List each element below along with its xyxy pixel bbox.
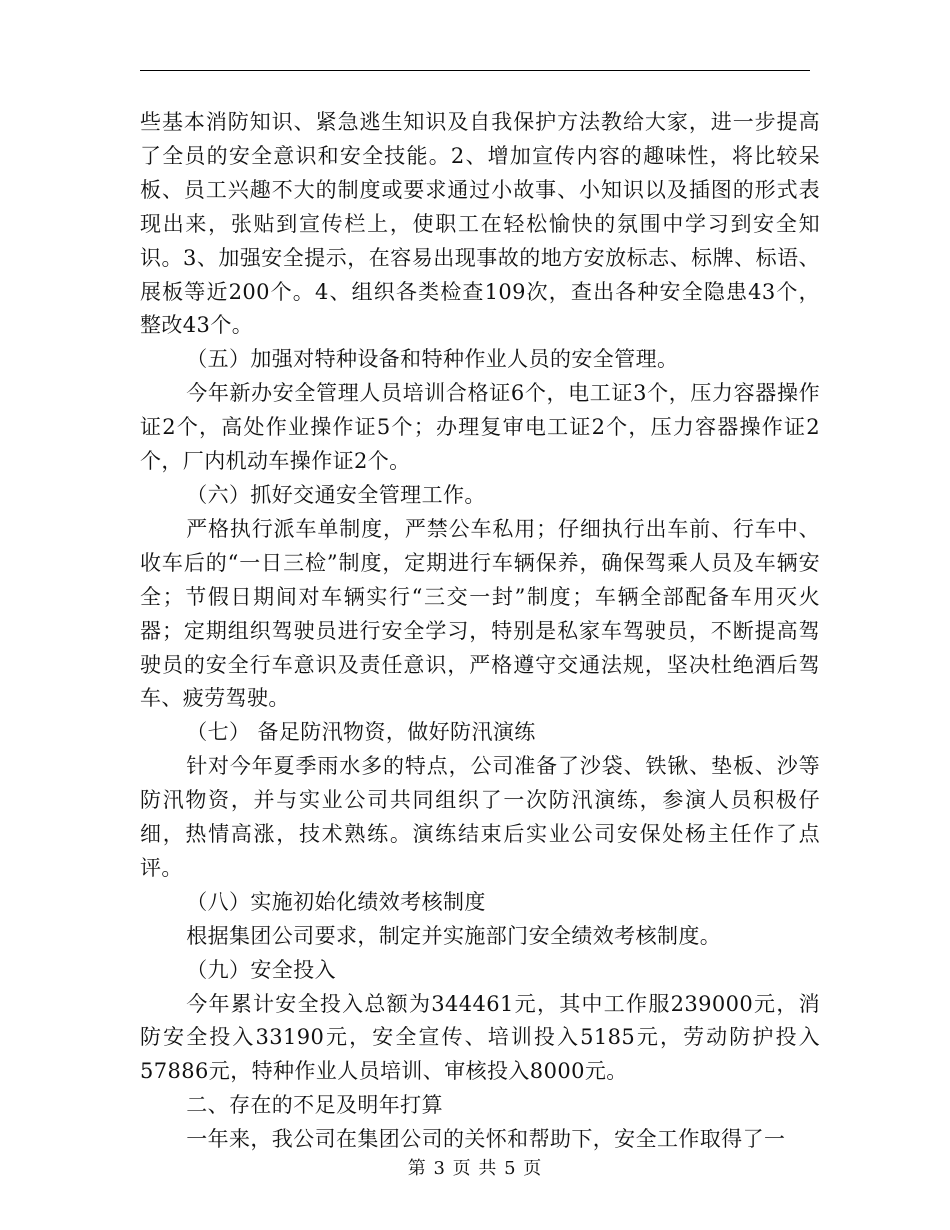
section-heading-8: （八）实施初始化绩效考核制度 [186, 889, 486, 914]
page-footer: 第 3 页 共 5 页 [407, 1158, 543, 1179]
paragraph-performance-assessment: 根据集团公司要求，制定并实施部门安全绩效考核制度。 [186, 923, 722, 948]
paragraph-safety-training: 些基本消防知识、紧急逃生知识及自我保护方法教给大家，进一步提高了全员的安全意识和安全技能。2、增加宣传内容的趣味性，将比较呆板、员工兴趣不大的制度或要求通过小故事、小知识以及插图的形式表现出来，张贴到宣传栏上，使职工在轻松愉快的氛围中学习到安全知识。3、加强安全提示，在容易出现事故的地方安放标志、标牌、标语、展板等近200个。4、组织各类检查109次，查出各种安全隐患43个，整改43个。 [140, 110, 820, 338]
section-heading-5: （五）加强对特种设备和特种作业人员的安全管理。 [186, 347, 679, 372]
paragraph-safety-investment: 今年累计安全投入总额为344461元，其中工作服239000元，消防安全投入33190元，安全宣传、培训投入5185元，劳动防护投入57886元，特种作业人员培训、审核投入8000元。 [140, 991, 820, 1084]
section-heading-shortcomings: 二、存在的不足及明年打算 [186, 1093, 443, 1118]
document-body [140, 106, 820, 1157]
header-rule [140, 70, 810, 71]
paragraph-traffic-safety: 严格执行派车单制度，严禁公车私用；仔细执行出车前、行车中、收车后的“一日三检”制度，定期进行车辆保养，确保驾乘人员及车辆安全；节假日期间对车辆实行“三交一封”制度；车辆全部配备车用灭火器；定期组织驾驶员进行安全学习，特别是私家车驾驶员，不断提高驾驶员的安全行车意识及责任意识，严格遵守交通法规，坚决杜绝酒后驾车、疲劳驾驶。 [140, 516, 820, 711]
paragraph-flood-prevention: 针对今年夏季雨水多的特点，公司准备了沙袋、铁锹、垫板、沙等防汛物资，并与实业公司共同组织了一次防汛演练，参演人员积极仔细，热情高涨，技术熟练。演练结束后实业公司安保处杨主任作了点评。 [140, 754, 820, 880]
paragraph-certificates: 今年新办安全管理人员培训合格证6个，电工证3个，压力容器操作证2个，高处作业操作证5个；办理复审电工证2个，压力容器操作证2个，厂内机动车操作证2个。 [140, 381, 820, 474]
paragraph-summary-start: 一年来，我公司在集团公司的关怀和帮助下，安全工作取得了一 [186, 1127, 786, 1152]
section-heading-7: （七） 备足防汛物资，做好防汛演练 [186, 720, 536, 745]
section-heading-6: （六）抓好交通安全管理工作。 [186, 482, 486, 507]
section-heading-9: （九）安全投入 [186, 957, 336, 982]
